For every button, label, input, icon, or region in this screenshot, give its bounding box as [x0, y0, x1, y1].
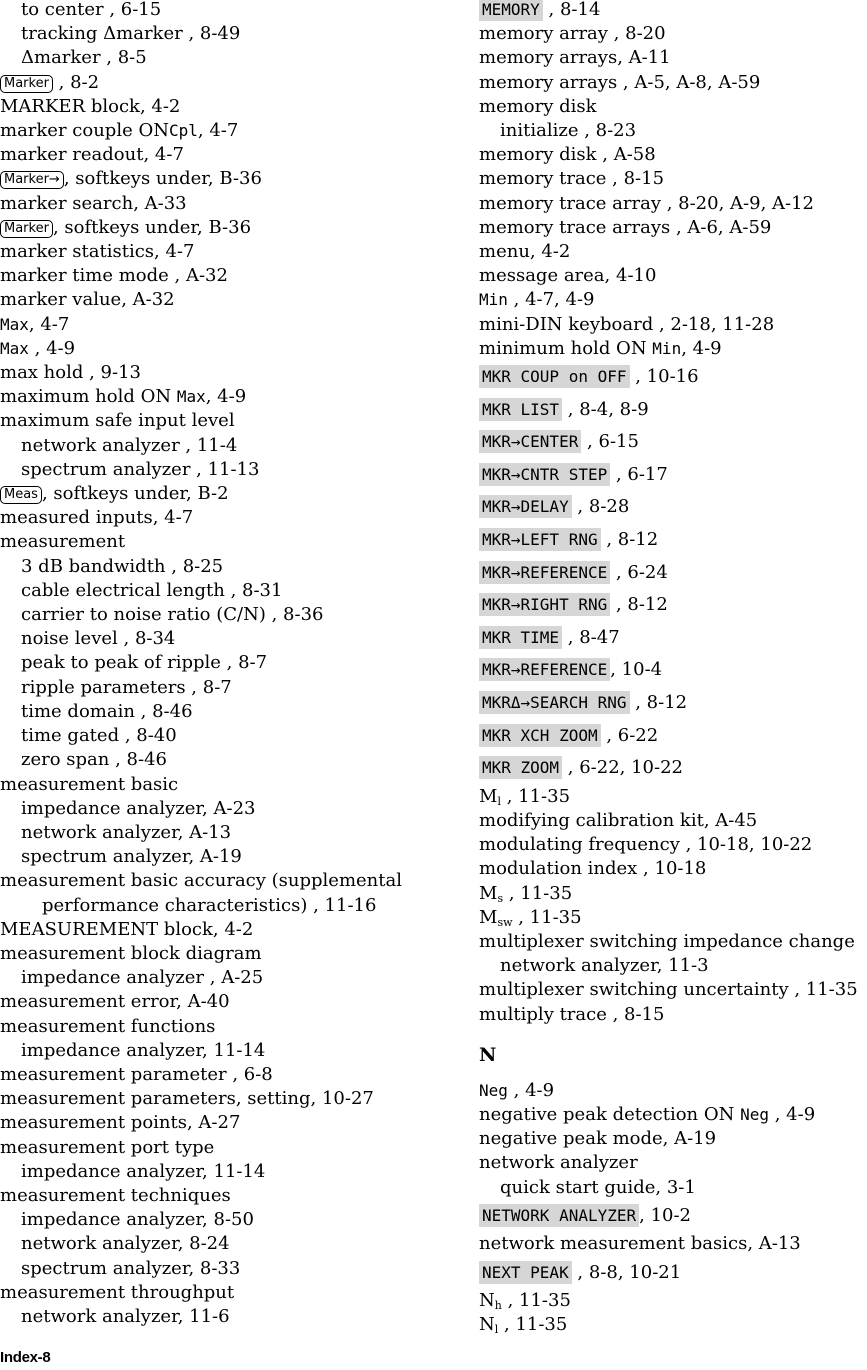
entry-text: marker value, A-32 — [0, 289, 175, 311]
entry-text: network analyzer, 8-24 — [21, 1233, 230, 1255]
index-entry — [479, 216, 867, 240]
softkey-label: MKR COUP on OFF — [479, 365, 630, 388]
page-number: Index-8 — [0, 1349, 51, 1366]
index-entry — [0, 918, 440, 942]
entry-text: measurement points, A-27 — [0, 1112, 241, 1134]
entry-text: network analyzer , 11-4 — [21, 434, 238, 456]
entry-text: measurement techniques — [0, 1184, 231, 1206]
index-entry — [479, 1127, 867, 1151]
index-entry — [0, 288, 440, 312]
entry-text: impedance analyzer, 11-14 — [21, 1160, 266, 1182]
softkey-label: MKR XCH ZOOM — [479, 724, 601, 747]
entry-text: , 11-35 — [498, 1314, 568, 1336]
index-entry — [479, 833, 867, 857]
entry-text: , 8-12 — [610, 594, 668, 616]
index-entry — [0, 119, 440, 143]
index-entry — [479, 1079, 867, 1103]
entry-text: , 6-15 — [581, 431, 639, 453]
entry-text: negative peak detection ON — [479, 1104, 741, 1125]
entry-text: marker readout, 4-7 — [0, 144, 184, 166]
index-entry — [479, 0, 867, 22]
mono-term: Min — [652, 338, 682, 358]
entry-text: measurement parameter , 6-8 — [0, 1063, 273, 1085]
index-subentry — [479, 1176, 867, 1200]
entry-text: N — [479, 1314, 495, 1336]
entry-text: network analyzer, 11-6 — [21, 1305, 230, 1327]
entry-text: memory arrays , A-5, A-8, A-59 — [479, 71, 761, 93]
entry-text: , 8-12 — [600, 529, 659, 551]
entry-text: measurement — [0, 531, 126, 553]
entry-text: , 8-28 — [571, 496, 630, 518]
entry-text: , 4-9 — [507, 1079, 555, 1101]
index-entry — [479, 857, 867, 881]
index-entry — [479, 687, 867, 720]
mono-term: Neg — [479, 1080, 508, 1100]
entry-text: negative peak mode, A-19 — [479, 1128, 717, 1150]
index-entry — [479, 1003, 867, 1027]
softkey-label: NETWORK ANALYZER — [479, 1204, 639, 1227]
index-entry — [0, 1063, 440, 1087]
entry-text: menu, 4-2 — [479, 241, 571, 263]
entry-text: impedance analyzer, 11-14 — [21, 1039, 266, 1061]
entry-text: MARKER block, 4-2 — [0, 95, 181, 117]
index-subentry — [0, 821, 440, 845]
index-entry — [479, 524, 867, 557]
index-entry — [0, 530, 440, 554]
index-entry — [479, 240, 867, 264]
index-entry — [479, 491, 867, 524]
entry-text: memory trace arrays , A-6, A-59 — [479, 216, 772, 238]
entry-text: , softkeys under, B-36 — [52, 216, 252, 238]
entry-text: network analyzer — [479, 1152, 638, 1174]
index-subentry — [0, 22, 440, 46]
mono-term: Min — [479, 290, 508, 310]
index-entry — [479, 426, 867, 459]
index-entry — [0, 773, 440, 797]
index-subentry — [479, 954, 867, 978]
index-entry — [479, 264, 867, 288]
entry-text: multiplexer switching impedance change — [479, 930, 855, 952]
index-entry — [0, 409, 440, 433]
entry-text: , 8-12 — [629, 691, 688, 713]
index-subentry — [0, 1208, 440, 1232]
entry-text: marker search, A-33 — [0, 192, 187, 214]
entry-text: , 4-9 — [681, 337, 722, 359]
entry-text: measurement error, A-40 — [0, 991, 230, 1013]
index-subentry — [0, 651, 440, 675]
index-entry — [0, 1184, 440, 1208]
entry-text: measured inputs, 4-7 — [0, 507, 194, 529]
index-entry — [479, 361, 867, 394]
softkey-label: NEXT PEAK — [479, 1261, 572, 1284]
entry-text: memory array , 8-20 — [479, 23, 666, 45]
entry-text: M — [479, 882, 498, 904]
entry-text: time domain , 8-46 — [21, 700, 193, 722]
index-entry — [479, 143, 867, 167]
index-entry — [0, 1015, 440, 1039]
index-entry — [479, 752, 867, 785]
index-subentry — [0, 1039, 440, 1063]
index-subentry — [0, 434, 440, 458]
index-entry — [0, 1136, 440, 1160]
entry-text: performance characteristics) , 11-16 — [42, 894, 377, 916]
index-subentry — [0, 894, 440, 918]
mono-term: Cpl — [168, 121, 198, 141]
index-subentry — [0, 724, 440, 748]
mono-term: Max — [0, 338, 29, 358]
entry-text: MEASUREMENT block, 4-2 — [0, 918, 254, 940]
softkey-label: MKRΔ→SEARCH RNG — [479, 691, 630, 714]
index-entry — [479, 622, 867, 655]
entry-text: measurement functions — [0, 1015, 216, 1037]
hardkey-label: Marker→ — [0, 171, 64, 189]
entry-text: initialize , 8-23 — [500, 120, 637, 142]
index-entry — [479, 882, 867, 906]
index-entry — [479, 720, 867, 753]
index-entry — [479, 313, 867, 337]
entry-text: cable electrical length , 8-31 — [21, 579, 283, 601]
index-entry — [479, 654, 867, 687]
entry-text: modulation index , 10-18 — [479, 858, 707, 880]
entry-text: marker statistics, 4-7 — [0, 241, 195, 263]
index-entry — [0, 264, 440, 288]
subscript: l — [497, 794, 501, 808]
entry-text: , 4-9 — [769, 1104, 816, 1125]
index-entry — [479, 589, 867, 622]
entry-text: , 11-35 — [503, 882, 573, 904]
index-entry — [0, 869, 440, 893]
softkey-label: MKR→LEFT RNG — [479, 528, 601, 551]
index-entry — [0, 216, 440, 240]
index-entry — [0, 240, 440, 264]
entry-text: 3 dB bandwidth , 8-25 — [21, 555, 224, 577]
entry-text: , 4-9 — [205, 386, 247, 408]
index-entry — [479, 906, 867, 930]
index-entry — [479, 167, 867, 191]
entry-text: network measurement basics, A-13 — [479, 1233, 801, 1255]
index-subentry — [479, 119, 867, 143]
index-entry — [479, 22, 867, 46]
mono-term: Max — [0, 314, 29, 334]
index-entry — [0, 385, 440, 409]
entry-text: measurement parameters, setting, 10-27 — [0, 1088, 374, 1110]
entry-text: , 8-47 — [562, 626, 620, 648]
index-entry — [0, 337, 440, 361]
index-entry — [479, 978, 867, 1002]
index-entry — [0, 361, 440, 385]
entry-text: maximum hold ON — [0, 386, 177, 408]
entry-text: , 4-7 — [28, 313, 70, 335]
index-entry — [479, 1151, 867, 1175]
entry-text: , 10-16 — [629, 366, 699, 388]
softkey-label: MKR LIST — [479, 398, 562, 421]
index-entry — [0, 482, 440, 506]
index-entry — [479, 394, 867, 427]
entry-text: peak to peak of ripple , 8-7 — [21, 652, 268, 674]
index-entry — [479, 1257, 867, 1290]
subscript: l — [494, 1323, 499, 1337]
index-subentry — [0, 579, 440, 603]
softkey-label: MKR ZOOM — [479, 756, 562, 779]
index-subentry — [0, 0, 440, 22]
entry-text: message area, 4-10 — [479, 265, 657, 287]
index-entry — [0, 1281, 440, 1305]
entry-text: memory disk — [479, 95, 597, 117]
entry-text: , 11-35 — [512, 906, 582, 928]
index-subentry — [0, 1257, 440, 1281]
entry-text: impedance analyzer , A-25 — [21, 967, 264, 989]
entry-text: spectrum analyzer, A-19 — [21, 846, 242, 868]
section-heading: N — [479, 1043, 497, 1066]
entry-text: , softkeys under, B-36 — [63, 168, 262, 190]
entry-text: , 8-8, 10-21 — [571, 1261, 682, 1283]
entry-text: multiplexer switching uncertainty , 11-35 — [479, 979, 858, 1001]
entry-text: measurement block diagram — [0, 942, 262, 964]
index-entry — [0, 942, 440, 966]
index-subentry — [0, 458, 440, 482]
entry-text: impedance analyzer, A-23 — [21, 797, 256, 819]
entry-text: marker time mode , A-32 — [0, 265, 228, 287]
index-entry — [479, 95, 867, 119]
index-column-right — [479, 0, 867, 1338]
index-subentry — [0, 1232, 440, 1256]
entry-text: max hold , 9-13 — [0, 362, 141, 384]
entry-text: ripple parameters , 8-7 — [21, 676, 232, 698]
entry-text: , 11-35 — [500, 785, 571, 807]
hardkey-label: Marker — [0, 220, 53, 238]
index-subentry — [0, 797, 440, 821]
subscript: h — [494, 1299, 502, 1313]
softkey-label: MKR→REFERENCE — [479, 658, 610, 681]
index-subentry — [0, 603, 440, 627]
entry-text: , 8-14 — [542, 0, 601, 20]
index-subentry — [0, 555, 440, 579]
entry-text: memory arrays, A-11 — [479, 47, 671, 69]
entry-text: memory trace array , 8-20, A-9, A-12 — [479, 192, 814, 214]
index-subentry — [0, 845, 440, 869]
index-subentry — [0, 1160, 440, 1184]
index-entry — [0, 71, 440, 95]
entry-text: minimum hold ON — [479, 337, 653, 359]
index-subentry — [0, 1305, 440, 1329]
entry-text: N — [479, 1290, 495, 1312]
entry-text: network analyzer, A-13 — [21, 821, 232, 843]
index-entry — [479, 71, 867, 95]
index-entry — [479, 1200, 867, 1233]
entry-text: multiply trace , 8-15 — [479, 1003, 665, 1025]
entry-text: impedance analyzer, 8-50 — [21, 1209, 254, 1231]
softkey-label: MKR→CENTER — [479, 430, 581, 453]
index-entry — [479, 288, 867, 312]
entry-text: measurement port type — [0, 1136, 215, 1158]
entry-text: maximum safe input level — [0, 410, 235, 432]
index-entry — [479, 46, 867, 70]
entry-text: modifying calibration kit, A-45 — [479, 809, 758, 831]
entry-text: spectrum analyzer , 11-13 — [21, 458, 260, 480]
index-subentry — [0, 748, 440, 772]
index-entry — [0, 990, 440, 1014]
index-entry — [479, 930, 867, 954]
index-entry — [0, 95, 440, 119]
index-entry — [479, 1232, 867, 1256]
softkey-label: MKR TIME — [479, 626, 562, 649]
index-entry — [479, 1103, 867, 1127]
entry-text: , 4-7 — [197, 120, 239, 142]
entry-text: measurement basic accuracy (supplemental — [0, 870, 402, 892]
entry-text: modulating frequency , 10-18, 10-22 — [479, 834, 813, 856]
entry-text: spectrum analyzer, 8-33 — [21, 1257, 241, 1279]
softkey-label: MKR→DELAY — [479, 495, 572, 518]
entry-text: measurement basic — [0, 773, 179, 795]
index-subentry — [0, 46, 440, 70]
mono-term: Neg — [740, 1105, 769, 1124]
softkey-label: MKR→RIGHT RNG — [479, 593, 610, 616]
entry-text: , softkeys under, B-2 — [41, 483, 229, 505]
index-entry — [0, 143, 440, 167]
subscript: s — [497, 891, 504, 905]
entry-text: M — [479, 785, 498, 807]
entry-text: network analyzer, 11-3 — [500, 955, 709, 977]
entry-text: memory trace , 8-15 — [479, 168, 665, 190]
entry-text: , 10-4 — [610, 659, 663, 681]
index-subentry — [0, 700, 440, 724]
entry-text: , 6-17 — [610, 463, 668, 485]
subscript: sw — [497, 915, 513, 929]
index-column-left — [0, 0, 440, 1329]
softkey-label: MEMORY — [479, 0, 543, 21]
hardkey-label: Marker — [0, 75, 53, 93]
index-subentry — [0, 627, 440, 651]
index-entry — [479, 1289, 867, 1313]
index-entry — [0, 167, 440, 191]
index-entry — [0, 1111, 440, 1135]
index-subentry — [0, 676, 440, 700]
entry-text: mini-DIN keyboard , 2-18, 11-28 — [479, 313, 775, 335]
index-entry — [479, 557, 867, 590]
entry-text: , 6-24 — [610, 561, 668, 583]
index-entry — [479, 192, 867, 216]
mono-term: Max — [176, 387, 206, 407]
index-entry — [0, 1087, 440, 1111]
entry-text: tracking Δmarker , 8-49 — [21, 23, 241, 45]
index-entry — [0, 192, 440, 216]
entry-text: time gated , 8-40 — [21, 725, 177, 747]
index-entry — [479, 337, 867, 361]
hardkey-label: Meas — [0, 486, 42, 504]
entry-text: noise level , 8-34 — [21, 628, 176, 650]
entry-text: Δmarker , 8-5 — [21, 47, 147, 69]
index-entry — [479, 1313, 867, 1337]
entry-text: , 4-9 — [28, 337, 76, 359]
index-entry — [479, 785, 867, 809]
entry-text: zero span , 8-46 — [21, 749, 167, 771]
softkey-label: MKR→REFERENCE — [479, 561, 610, 584]
entry-text: , 8-2 — [52, 71, 100, 93]
entry-text: carrier to noise ratio (C/N) , 8-36 — [21, 604, 324, 626]
entry-text: quick start guide, 3-1 — [500, 1176, 696, 1198]
entry-text: , 8-4, 8-9 — [562, 398, 649, 420]
entry-text: marker couple ON — [0, 120, 169, 142]
index-entry — [479, 809, 867, 833]
entry-text: , 6-22, 10-22 — [562, 757, 683, 779]
entry-text: M — [479, 906, 498, 928]
softkey-label: MKR→CNTR STEP — [479, 463, 610, 486]
entry-text: , 11-35 — [501, 1290, 571, 1312]
index-entry — [0, 506, 440, 530]
entry-text: measurement throughput — [0, 1281, 235, 1303]
index-subentry — [0, 966, 440, 990]
entry-text: , 10-2 — [639, 1204, 692, 1226]
entry-text: , 4-7, 4-9 — [507, 289, 595, 311]
entry-text: , 6-22 — [600, 724, 659, 746]
entry-text: to center , 6-15 — [21, 0, 162, 20]
index-entry — [479, 459, 867, 492]
index-entry — [0, 313, 440, 337]
entry-text: memory disk , A-58 — [479, 144, 656, 166]
